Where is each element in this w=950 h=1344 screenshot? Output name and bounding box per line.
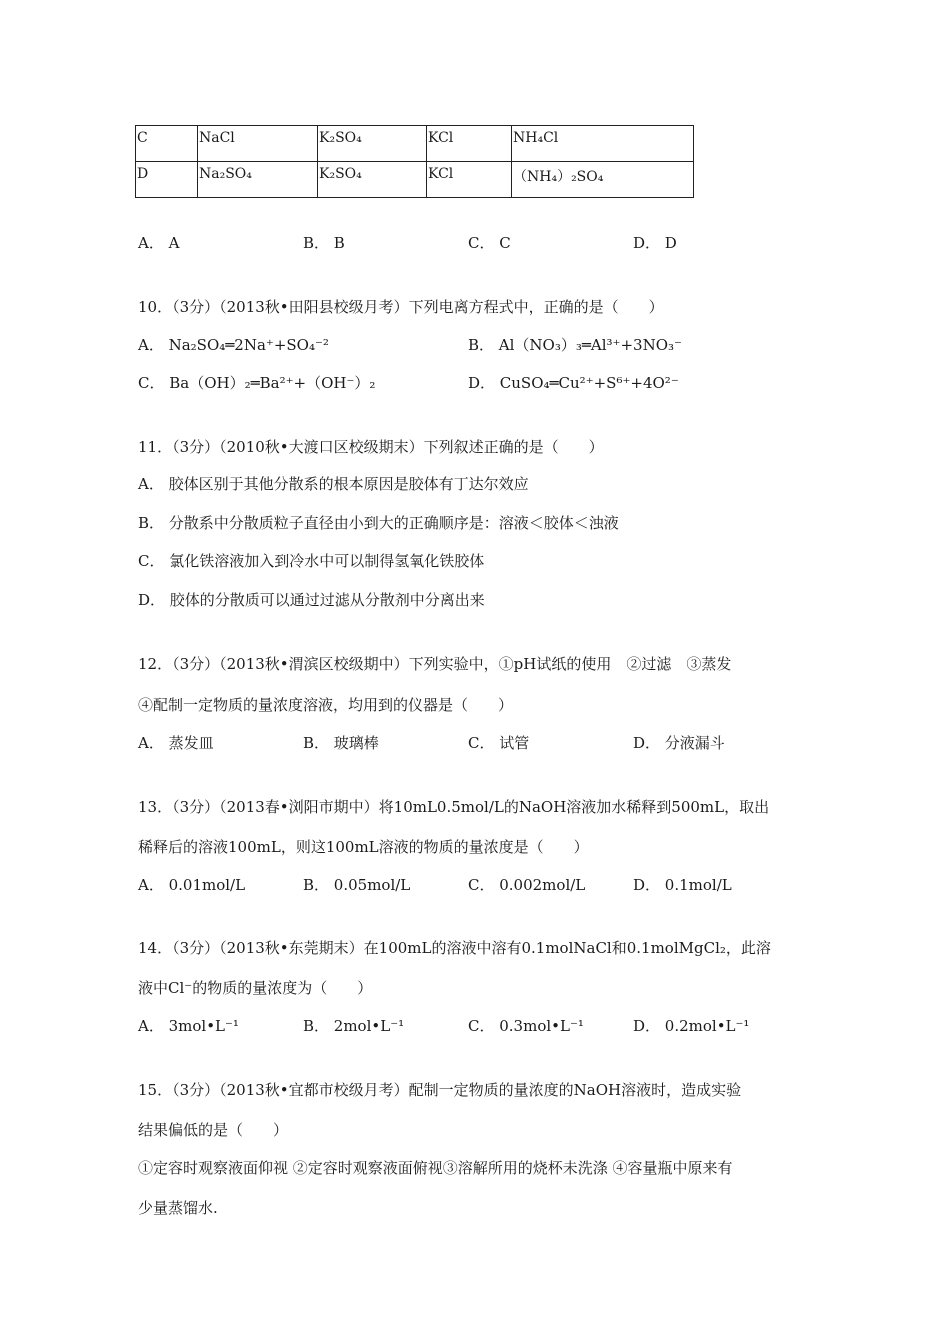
question-15-stem: 15．（3分）（2013秋•宜都市校级月考）配制一定物质的量浓度的NaOH溶液时，造成实验 (138, 1081, 742, 1099)
q14-choices (138, 1015, 818, 1037)
choice-a: A． 胶体区别于其他分散系的根本原因是胶体有丁达尔效应 (138, 475, 529, 493)
question-12-stem-cont: ④配制一定物质的量浓度溶液，均用到的仪器是（ ） (138, 696, 514, 714)
choice-c: C． C (468, 234, 511, 252)
choice-d: D． 0.2mol•L⁻¹ (633, 1017, 750, 1035)
choice-d: D． D (633, 234, 677, 252)
choice-b: B． 0.05mol/L (303, 876, 411, 894)
choice-b: B． Al（NO₃）₃═Al³⁺+3NO₃⁻ (468, 336, 682, 354)
question-13-stem-cont: 稀释后的溶液100mL，则这100mL溶液的物质的量浓度是（ ） (138, 838, 589, 856)
table-cell: D (136, 162, 198, 198)
choice-c: C． 0.002mol/L (468, 876, 586, 894)
table-cell: KCl (427, 162, 512, 198)
options-table (135, 125, 694, 198)
table-cell: NH₄Cl (512, 126, 694, 162)
table-cell: Na₂SO₄ (198, 162, 318, 198)
choice-d: D． 0.1mol/L (633, 876, 732, 894)
choice-d: D． 胶体的分散质可以通过过滤从分散剂中分离出来 (138, 591, 485, 609)
choice-c: C． 试管 (468, 734, 530, 752)
question-15-options-cont: 少量蒸馏水. (138, 1199, 218, 1217)
choice-a: A． 蒸发皿 (138, 734, 214, 752)
question-14-stem: 14．（3分）（2013秋•东莞期末）在100mL的溶液中溶有0.1molNaCl和0.1molMgCl₂，此溶 (138, 939, 771, 957)
table-cell: NaCl (198, 126, 318, 162)
q10-choices-row1 (138, 334, 818, 356)
choice-b: B． 2mol•L⁻¹ (303, 1017, 405, 1035)
choice-c: C． 0.3mol•L⁻¹ (468, 1017, 584, 1035)
question-15-stem-cont: 结果偏低的是（ ） (138, 1121, 289, 1139)
table-row (136, 126, 694, 162)
question-13-stem: 13．（3分）（2013春•浏阳市期中）将10mL0.5mol/L的NaOH溶液加水稀释到500mL，取出 (138, 798, 770, 816)
table-row (136, 162, 694, 198)
question-12-stem: 12．（3分）（2013秋•渭滨区校级期中）下列实验中，①pH试纸的使用 ②过滤 ③蒸发 (138, 655, 732, 673)
q9-choices (138, 232, 818, 254)
question-10-stem: 10．（3分）（2013秋•田阳县校级月考）下列电离方程式中，正确的是（ ） (138, 298, 664, 316)
choice-b: B． B (303, 234, 345, 252)
q12-choices (138, 732, 818, 754)
choice-a: A． Na₂SO₄═2Na⁺+SO₄⁻² (138, 336, 329, 354)
choice-b: B． 分散系中分散质粒子直径由小到大的正确顺序是：溶液＜胶体＜浊液 (138, 514, 619, 532)
choice-a: A． A (138, 234, 180, 252)
choice-c: C． Ba（OH）₂═Ba²⁺+（OH⁻）₂ (138, 374, 376, 392)
q13-choices (138, 874, 818, 896)
choice-d: D． 分液漏斗 (633, 734, 725, 752)
table-cell: KCl (427, 126, 512, 162)
question-15-options: ①定容时观察液面仰视 ②定容时观察液面俯视③溶解所用的烧杯未洗涤 ④容量瓶中原来有 (138, 1159, 733, 1177)
table-cell: K₂SO₄ (318, 162, 427, 198)
question-14-stem-cont: 液中Cl⁻的物质的量浓度为（ ） (138, 979, 373, 997)
table-cell: C (136, 126, 198, 162)
choice-a: A． 3mol•L⁻¹ (138, 1017, 239, 1035)
table-cell: （NH₄）₂SO₄ (512, 162, 694, 198)
choice-b: B． 玻璃棒 (303, 734, 379, 752)
question-11-stem: 11．（3分）（2010秋•大渡口区校级期末）下列叙述正确的是（ ） (138, 438, 604, 456)
q10-choices-row2 (138, 372, 818, 394)
choice-a: A． 0.01mol/L (138, 876, 246, 894)
table-cell: K₂SO₄ (318, 126, 427, 162)
choice-c: C． 氯化铁溶液加入到冷水中可以制得氢氧化铁胶体 (138, 552, 485, 570)
choice-d: D． CuSO₄═Cu²⁺+S⁶⁺+4O²⁻ (468, 374, 679, 392)
